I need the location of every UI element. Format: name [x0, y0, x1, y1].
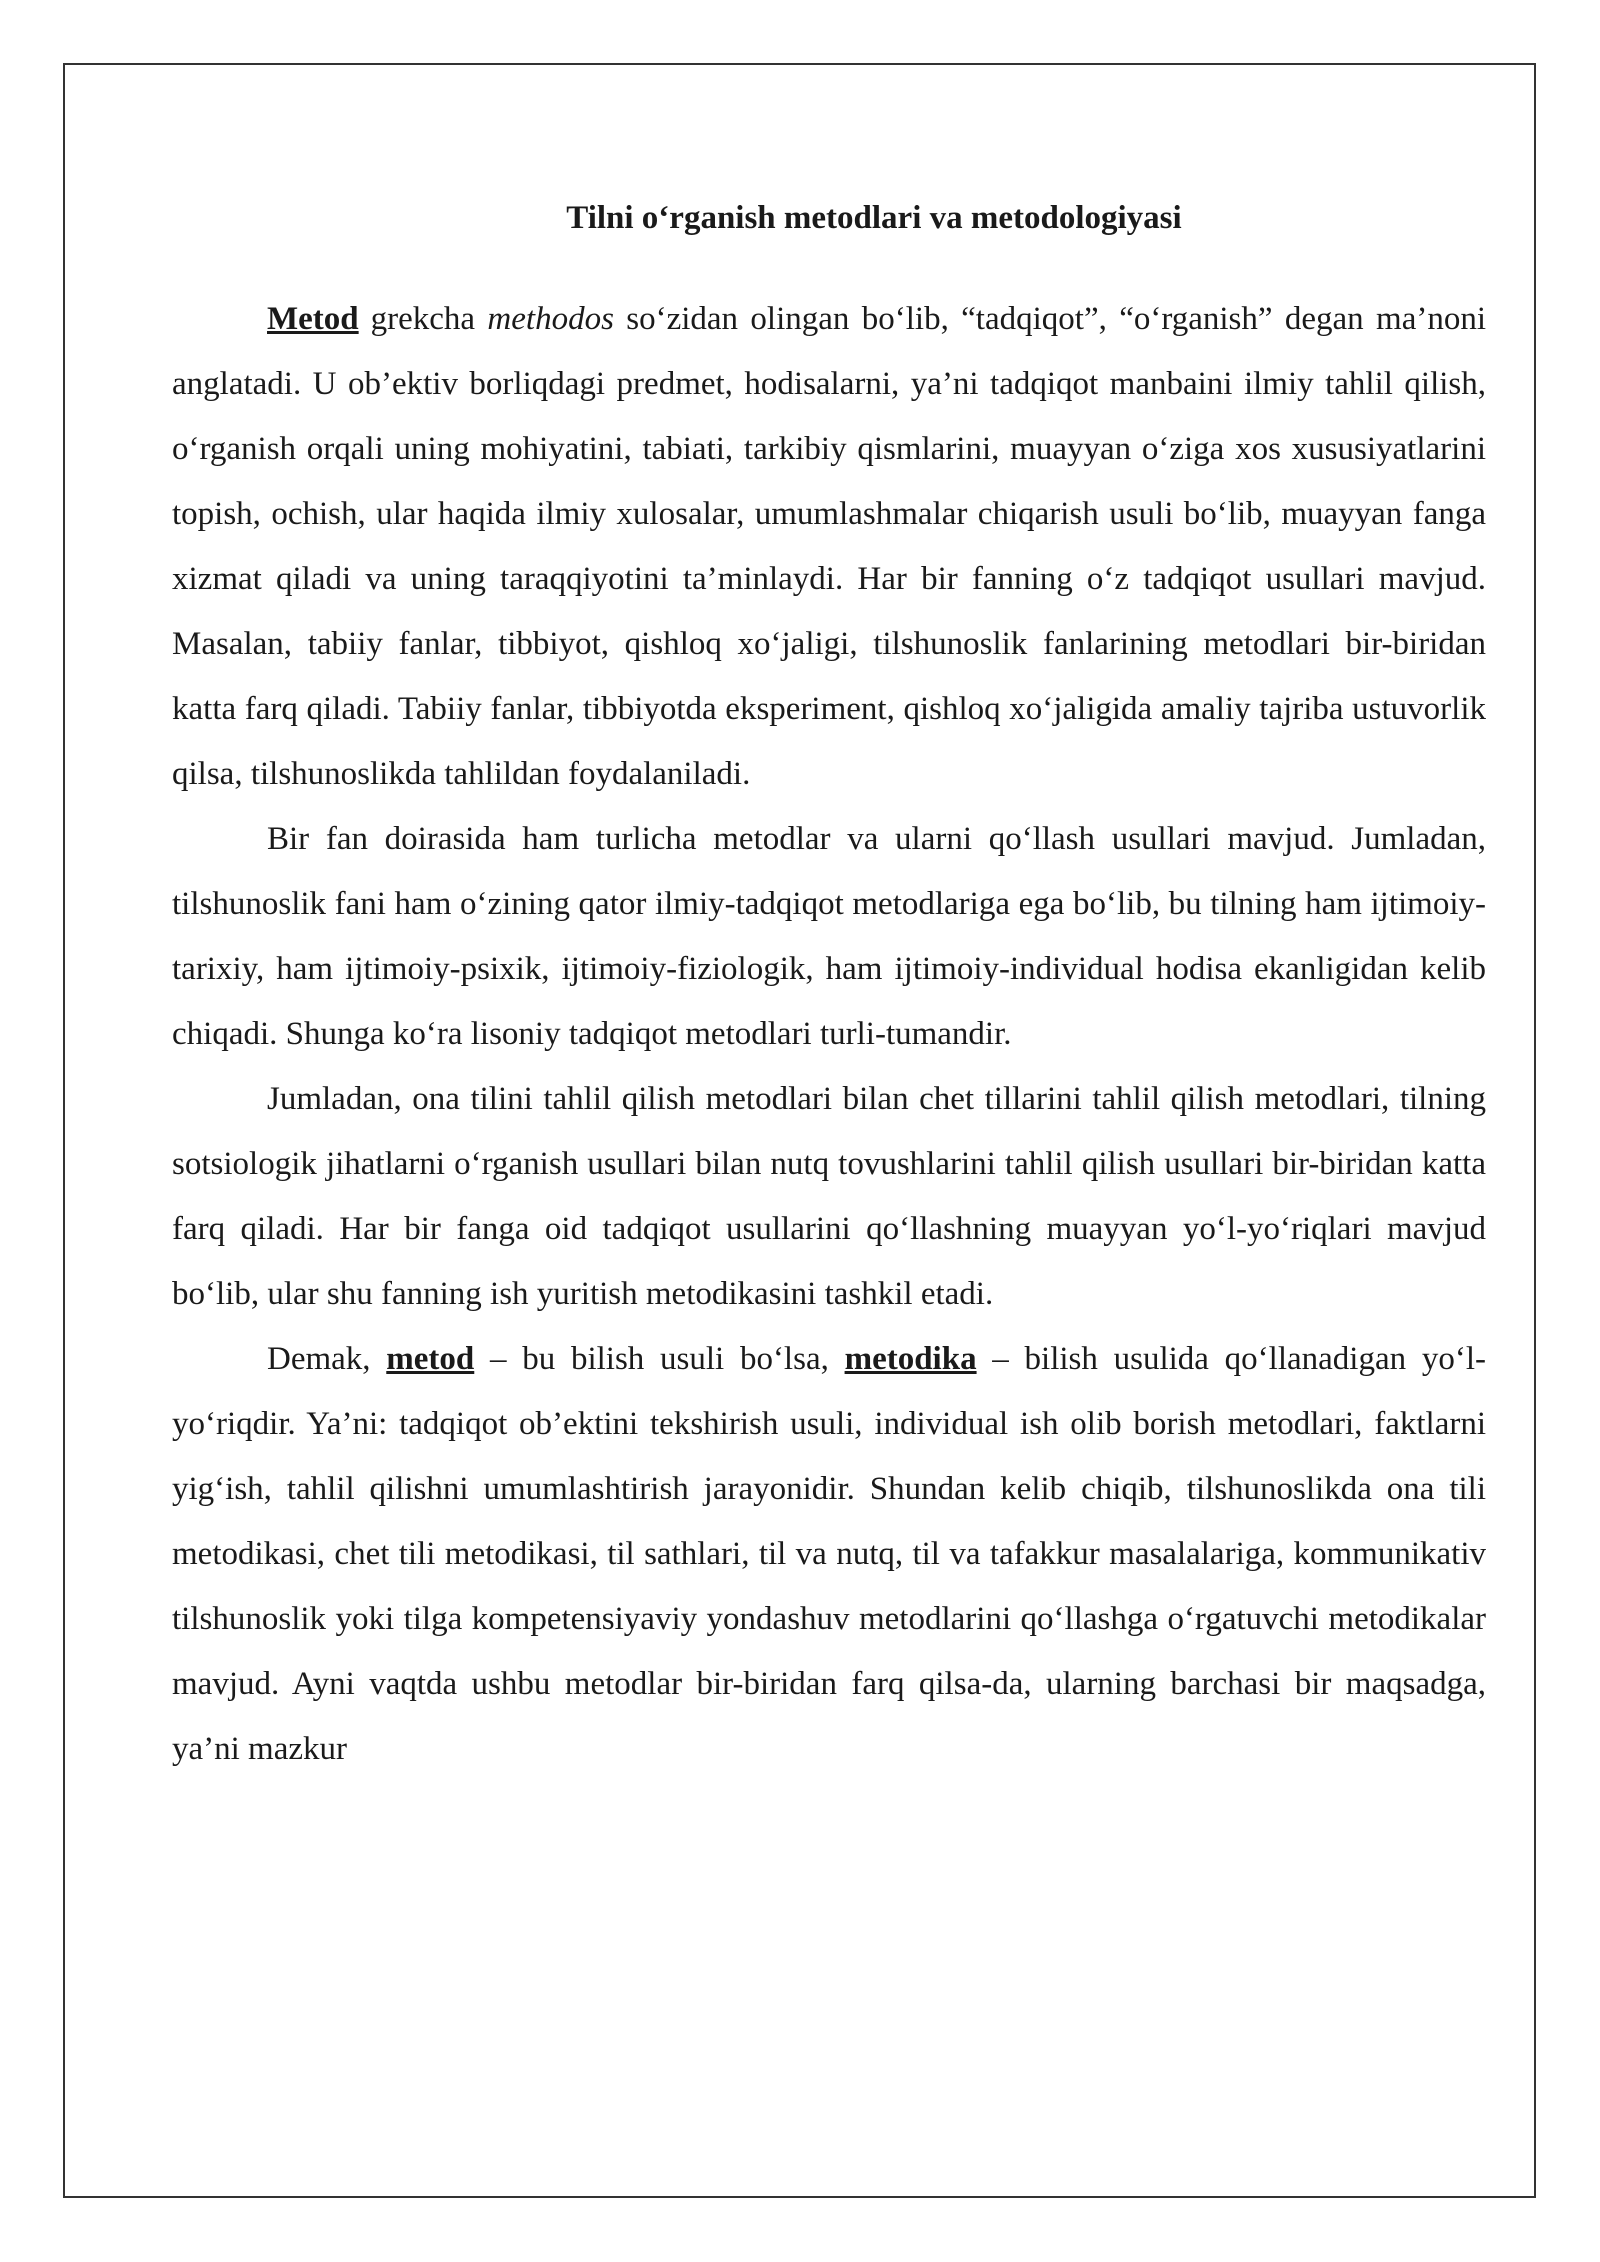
paragraph-4-text-c: – bilish usulida qo‘llanadigan yo‘l-yo‘riqdir. Ya’ni: tadqiqot ob’ektini tekshirish usuli, individual ish olib borish metodlari, faktlarni yig‘ish, tahlil qilishni umumlashtirish jarayonidir. Shundan kelib chiqib, tilshunoslikda ona tili metodikasi, chet tili metodikasi, til sathlari, til va nutq, til va tafakkur masalalariga, kommunikativ tilshunoslik yoki tilga kompetensiyaviy yondashuv metodlarini qo‘llashga o‘rgatuvchi metodikalar mavjud. Ayni vaqtda ushbu metodlar bir-biridan farq qilsa-da, ularning barchasi bir maqsadga, ya’ni mazkur: [172, 1341, 1486, 1767]
italic-methodos: methodos: [487, 301, 614, 337]
paragraph-2: Bir fan doirasida ham turlicha metodlar va ularni qo‘llash usullari mavjud. Jumladan, tilshunoslik fani ham o‘zining qator ilmiy-tadqiqot metodlariga ega bo‘lib, bu tilning ham ijtimoiy-tarixiy, ham ijtimoiy-psixik, ijtimoiy-fiziologik, ham ijtimoiy-individual hodisa ekanligidan kelib chiqadi. Shunga ko‘ra lisoniy tadqiqot metodlari turli-tumandir.: [172, 821, 1486, 1052]
paragraph-1-text-b: so‘zidan olingan bo‘lib, “tadqiqot”, “o‘rganish” degan ma’noni anglatadi. U ob’ektiv borliqdagi predmet, hodisalarni, ya’ni tadqiqot manbaini ilmiy tahlil qilish, o‘rganish orqali uning mohiyatini, tabiati, tarkibiy qismlarini, muayyan o‘ziga xos xususiyatlarini topish, ochish, ular haqida ilmiy xulosalar, umumlashmalar chiqarish usuli bo‘lib, muayyan fanga xizmat qiladi va uning taraqqiyotini ta’minlaydi. Har bir fanning o‘z tadqiqot usullari mavjud. Masalan, tabiiy fanlar, tibbiyot, qishloq xo‘jaligi, tilshunoslik fanlarining metodlari bir-biridan katta farq qiladi. Tabiiy fanlar, tibbiyotda eksperiment, qishloq xo‘jaligida amaliy tajriba ustuvorlik qilsa, tilshunoslikda tahlildan foydalaniladi.: [172, 301, 1486, 792]
document-body: [172, 195, 1486, 1782]
paragraph-4-text-b: – bu bilish usuli bo‘lsa,: [474, 1341, 845, 1377]
term-metod: Metod: [267, 301, 359, 337]
paragraph-1-text-a: grekcha: [370, 301, 488, 337]
paragraph-4: [172, 1327, 1486, 1782]
paragraph-4-text-a: Demak,: [267, 1341, 387, 1377]
term-metod: metod: [386, 1341, 475, 1377]
term-metodika: metodika: [844, 1341, 977, 1377]
paragraph-3: Jumladan, ona tilini tahlil qilish metodlari bilan chet tillarini tahlil qilish metodlari, tilning sotsiologik jihatlarni o‘rganish usullari bilan nutq tovushlarini tahlil qilish usullari bir-biridan katta farq qiladi. Har bir fanga oid tadqiqot usullarini qo‘llashning muayyan yo‘l-yo‘riqlari mavjud bo‘lib, ular shu fanning ish yuritish metodikasini tashkil etadi.: [172, 1081, 1486, 1312]
paragraph-1: [172, 287, 1486, 807]
document-title: Tilni o‘rganish metodlari va metodologiyasi: [566, 200, 1182, 236]
